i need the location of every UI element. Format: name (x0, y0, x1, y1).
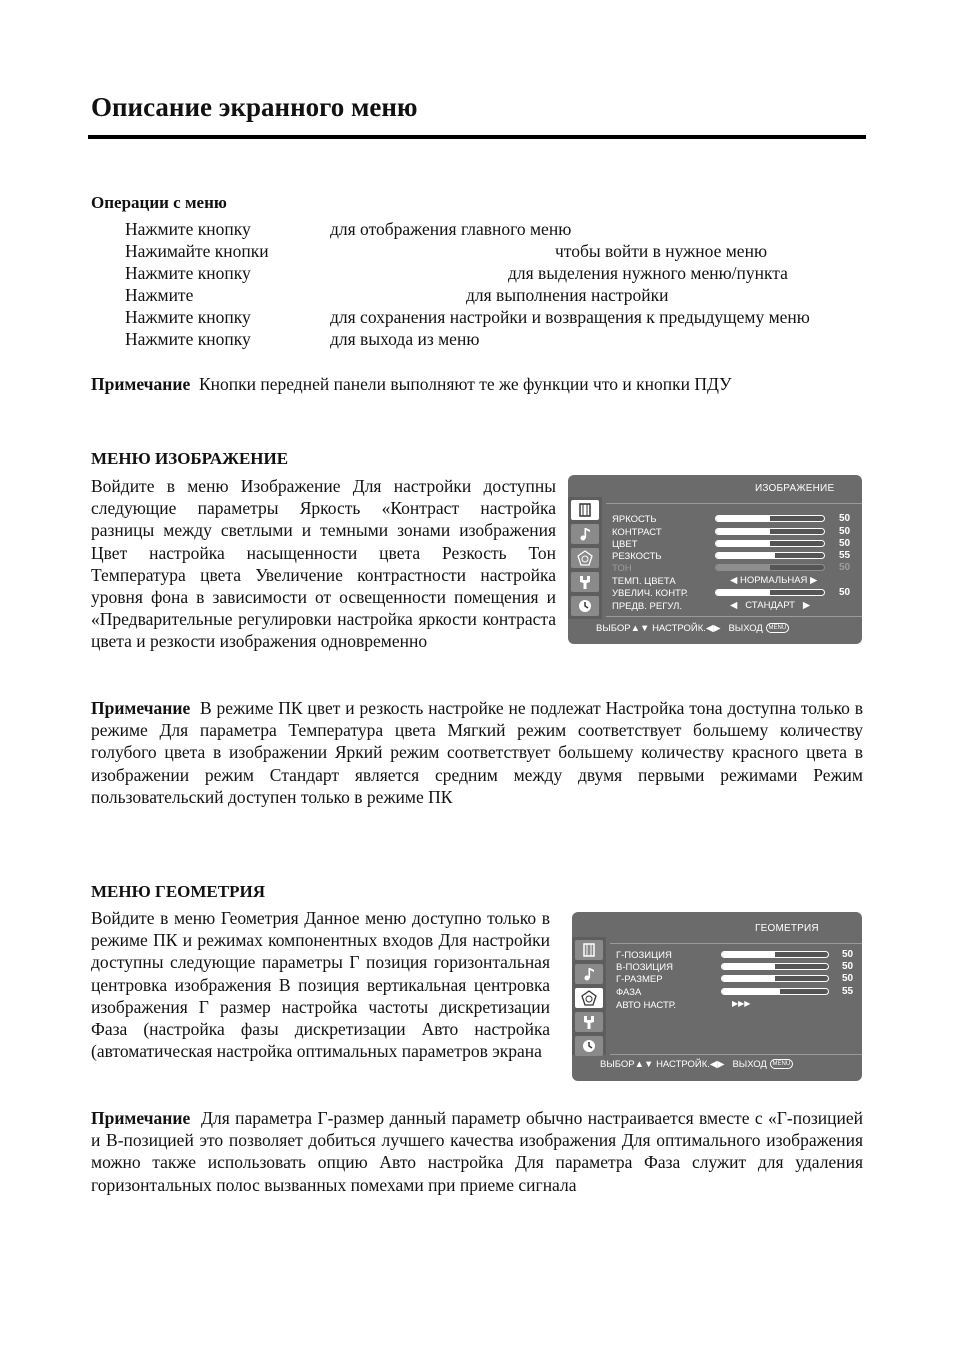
osd-tab-sound[interactable] (575, 964, 603, 984)
osd-tab-picture[interactable] (571, 500, 599, 520)
osd-item-label: ТОН (612, 563, 632, 574)
music-note-icon (577, 526, 593, 542)
operations-heading: Операции с меню (91, 193, 227, 212)
osd-tab-timer[interactable] (575, 1036, 603, 1056)
geometry-osd (572, 912, 862, 1081)
op-desc: для отображения главного меню (330, 219, 572, 239)
clock-icon (577, 598, 593, 614)
music-note-icon (581, 966, 597, 982)
osd-item-label[interactable]: Г-РАЗМЕР (616, 974, 663, 985)
osd-slider[interactable] (721, 951, 829, 958)
osd-item-label[interactable]: УВЕЛИЧ. КОНТР. (612, 588, 689, 599)
osd-option-value: НОРМАЛЬНАЯ (739, 575, 808, 586)
osd-tab-bar (572, 937, 606, 1055)
op-action: Нажмите кнопку (125, 219, 251, 239)
op-action: Нажмите (125, 285, 194, 305)
osd-slider[interactable] (721, 963, 829, 970)
footer-adjust: НАСТРОЙК. (652, 623, 706, 634)
up-down-icon: ▲▼ (634, 1059, 654, 1070)
picture-icon (581, 942, 597, 958)
note-text: В режиме ПК цвет и резкость настройке не подлежат Настройка тона доступна только в режиме Для параметра Температура цвета Мягкий режим соответствует большему количеству голубого цвета в изображении Яркий режим соответствует большему количеству красного цвета в изображении режим Стандарт является средним между двумя первыми режимами Режим пользовательский доступен только в режиме ПК (91, 698, 864, 807)
left-right-icon: ◀▶ (709, 1059, 725, 1070)
op-desc: для выхода из меню (330, 329, 480, 349)
left-right-icon: ◀▶ (705, 623, 721, 634)
osd-item-label[interactable]: Г-ПОЗИЦИЯ (616, 950, 672, 961)
osd-item-label[interactable]: КОНТРАСТ (612, 527, 662, 538)
osd-item-label[interactable]: ЦВЕТ (612, 539, 638, 550)
menu-key-icon: MENU (766, 623, 790, 633)
osd-value: 50 (839, 587, 851, 598)
osd-value: 55 (839, 550, 851, 561)
footer-exit: ВЫХОД (728, 623, 763, 634)
osd-slider (715, 564, 825, 571)
osd-option[interactable]: ▶▶▶ (732, 999, 751, 1008)
op-desc: для сохранения настройки и возвращения к предыдущему меню (330, 307, 810, 327)
osd-value: 50 (839, 562, 851, 573)
up-down-icon: ▲▼ (630, 623, 650, 634)
note-label: Примечание (91, 374, 191, 394)
osd-footer (596, 623, 789, 634)
osd-slider[interactable] (715, 540, 825, 547)
menu-key-icon: MENU (770, 1059, 794, 1069)
osd-slider[interactable] (715, 515, 825, 522)
osd-value: 50 (839, 526, 851, 537)
osd-value: 50 (839, 513, 851, 524)
footer-select: ВЫБОР (600, 1059, 635, 1070)
geometry-menu-text: Войдите в меню Геометрия Данное меню доступно только в режиме ПК и режимах компонентных входов Для настройки доступны следующие параметры Г позиция горизонтальная центровка изображения В позиция вертикальная центровка изображения Г размер настройка частоты дискретизации Фаза (настройка фазы дискретизации Авто настройка (автоматическая настройка оптимальных параметров экрана (91, 908, 550, 1062)
op-action: Нажимайте кнопки (125, 241, 269, 261)
osd-item-label[interactable]: ТЕМП. ЦВЕТА (612, 576, 676, 587)
op-action: Нажмите кнопку (125, 307, 251, 327)
osd-item-label[interactable]: В-ПОЗИЦИЯ (616, 962, 673, 973)
osd-slider[interactable] (721, 975, 829, 982)
osd-title: ГЕОМЕТРИЯ (755, 923, 819, 934)
picture-icon (577, 502, 593, 518)
op-action: Нажмите кнопку (125, 329, 251, 349)
osd-tab-bar (568, 497, 602, 619)
wrench-icon (581, 1014, 597, 1030)
op-action: Нажмите кнопку (125, 263, 251, 283)
note-text: Кнопки передней панели выполняют те же функции что и кнопки ПДУ (198, 374, 732, 394)
osd-item-label[interactable]: ФАЗА (616, 987, 642, 998)
op-desc: для выполнения настройки (466, 285, 669, 305)
note-label: Примечание (91, 698, 191, 718)
geometry-menu-note (91, 1107, 863, 1196)
geometry-icon (581, 990, 597, 1006)
geometry-icon (577, 550, 593, 566)
image-menu-note (91, 697, 863, 808)
osd-slider[interactable] (715, 528, 825, 535)
osd-title: ИЗОБРАЖЕНИЕ (755, 483, 835, 494)
osd-tab-geometry[interactable] (571, 548, 599, 568)
osd-item-label[interactable]: ЯРКОСТЬ (612, 514, 657, 525)
clock-icon (581, 1038, 597, 1054)
osd-tab-picture[interactable] (575, 940, 603, 960)
osd-slider[interactable] (715, 589, 825, 596)
osd-slider[interactable] (715, 552, 825, 559)
osd-tab-setup[interactable] (571, 572, 599, 592)
osd-value: 55 (842, 986, 854, 997)
osd-tab-setup[interactable] (575, 1012, 603, 1032)
osd-slider[interactable] (721, 988, 829, 995)
osd-tab-geometry[interactable] (575, 988, 603, 1008)
osd-value: 50 (839, 538, 851, 549)
osd-option-value: СТАНДАРТ (745, 600, 795, 611)
page-title: Описание экранного меню (91, 92, 418, 122)
op-desc: чтобы войти в нужное меню (555, 241, 768, 261)
image-menu-text: Войдите в меню Изображение Для настройки доступны следующие параметры Яркость «Контраст настройка разницы между светлыми и темными зонами изображения Цвет настройка насыщенности цвета Резкость Тон Температура цвета Увеличение контрастности настройка уровня фона в зависимости от освещенности помещения и «Предварительные регулировки настройка яркости контраста цвета и резкости изображения одновременно (91, 476, 556, 652)
geometry-menu-heading: МЕНЮ ГЕОМЕТРИЯ (91, 882, 265, 901)
osd-footer (600, 1059, 793, 1070)
note-text: Для параметра Г-размер данный параметр обычно настраивается вместе с «Г-позицией и В-позицией это позволяет добиться лучшего качества изображения Для оптимального изображения можно также использовать опцию Авто настройка Для параметра Фаза служит для удаления горизонтальных полос вызванных помехами при приеме сигнала (91, 1108, 863, 1195)
image-osd (568, 475, 862, 644)
osd-option[interactable]: ◀ НОРМАЛЬНАЯ ▶ (730, 575, 818, 586)
osd-option[interactable]: ◀ СТАНДАРТ ▶ (730, 600, 811, 611)
osd-tab-timer[interactable] (571, 596, 599, 616)
osd-tab-sound[interactable] (571, 524, 599, 544)
note-label: Примечание (91, 1108, 191, 1128)
title-rule (88, 135, 866, 139)
footer-select: ВЫБОР (596, 623, 631, 634)
osd-item-label[interactable]: АВТО НАСТР. (616, 1000, 676, 1011)
op-desc: для выделения нужного меню/пункта (508, 263, 788, 283)
osd-value: 50 (842, 949, 854, 960)
footer-exit: ВЫХОД (732, 1059, 767, 1070)
footer-adjust: НАСТРОЙК. (656, 1059, 710, 1070)
image-menu-heading: МЕНЮ ИЗОБРАЖЕНИЕ (91, 449, 289, 468)
osd-value: 50 (842, 973, 854, 984)
osd-item-label[interactable]: РЕЗКОСТЬ (612, 551, 662, 562)
osd-item-label[interactable]: ПРЕДВ. РЕГУЛ. (612, 601, 682, 612)
wrench-icon (577, 574, 593, 590)
operations-note (91, 374, 732, 395)
osd-value: 50 (842, 961, 854, 972)
